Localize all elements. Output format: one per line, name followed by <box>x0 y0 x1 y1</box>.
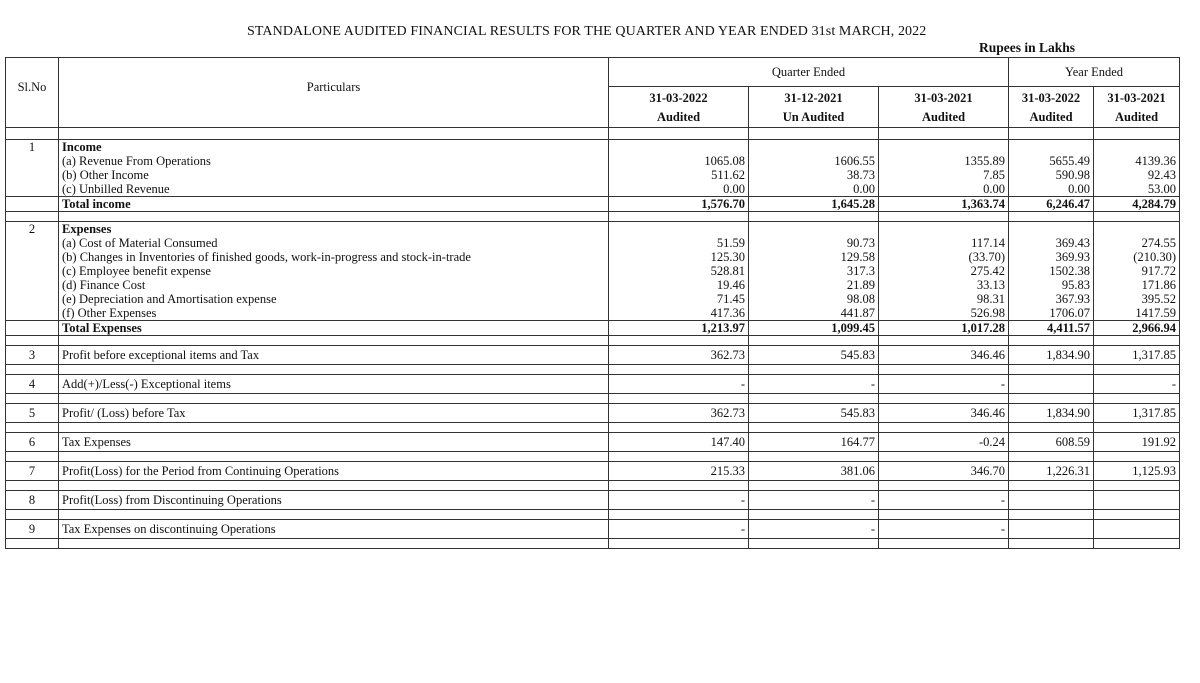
value-cell: 0.00 <box>879 182 1009 197</box>
spacer-row <box>6 365 1180 375</box>
value-cell <box>879 128 1009 140</box>
value-cell: 608.59 <box>1009 433 1094 452</box>
value-cell <box>879 212 1009 222</box>
particulars-header: Particulars <box>59 58 609 128</box>
value-cell: 441.87 <box>749 306 879 321</box>
value-cell <box>749 222 879 237</box>
table-row <box>6 433 1180 452</box>
value-cell: 21.89 <box>749 278 879 292</box>
table-row <box>6 278 1180 292</box>
value-cell: 1,226.31 <box>1009 462 1094 481</box>
slno-header: Sl.No <box>6 58 59 128</box>
sl-number <box>6 394 59 404</box>
value-cell: 6,246.47 <box>1009 197 1094 212</box>
sl-number: 3 <box>6 346 59 365</box>
value-cell: - <box>879 375 1009 394</box>
sl-number <box>6 264 59 278</box>
value-cell <box>879 539 1009 549</box>
table-row <box>6 154 1180 168</box>
unit-label: Rupees in Lakhs <box>979 40 1076 55</box>
row-label: (b) Other Income <box>59 168 609 182</box>
spacer-row <box>6 423 1180 433</box>
row-label: Total income <box>59 197 609 212</box>
value-cell <box>1009 212 1094 222</box>
sl-number: 4 <box>6 375 59 394</box>
value-cell: 1,125.93 <box>1094 462 1180 481</box>
value-cell <box>609 336 749 346</box>
sl-number <box>6 481 59 491</box>
total-row <box>6 197 1180 212</box>
value-cell: 2,966.94 <box>1094 321 1180 336</box>
row-label <box>59 212 609 222</box>
value-cell <box>609 222 749 237</box>
value-cell: 53.00 <box>1094 182 1180 197</box>
table-row <box>6 346 1180 365</box>
document-title: STANDALONE AUDITED FINANCIAL RESULTS FOR THE QUARTER AND YEAR ENDED 31st MARCH, 2022 <box>247 24 927 39</box>
value-cell: - <box>749 491 879 510</box>
sl-number <box>6 365 59 375</box>
value-cell <box>879 481 1009 491</box>
value-cell <box>749 481 879 491</box>
value-cell <box>749 336 879 346</box>
value-cell <box>1009 510 1094 520</box>
value-cell: 5655.49 <box>1009 154 1094 168</box>
row-label: Profit before exceptional items and Tax <box>59 346 609 365</box>
value-cell <box>1009 140 1094 155</box>
value-cell: 1,363.74 <box>879 197 1009 212</box>
row-label: Profit/ (Loss) before Tax <box>59 404 609 423</box>
value-cell <box>609 365 749 375</box>
value-cell <box>1009 394 1094 404</box>
sl-number: 6 <box>6 433 59 452</box>
value-cell <box>1094 520 1180 539</box>
value-cell <box>609 128 749 140</box>
date-header: 31-03-2022 <box>609 87 749 108</box>
sl-number: 1 <box>6 140 59 155</box>
sl-number <box>6 292 59 306</box>
value-cell: 274.55 <box>1094 236 1180 250</box>
value-cell <box>1094 128 1180 140</box>
value-cell <box>1009 375 1094 394</box>
date-header: 31-03-2021 <box>879 87 1009 108</box>
sl-number: 8 <box>6 491 59 510</box>
value-cell: 51.59 <box>609 236 749 250</box>
value-cell: 545.83 <box>749 346 879 365</box>
value-cell: (33.70) <box>879 250 1009 264</box>
value-cell <box>1094 510 1180 520</box>
financial-results-table <box>5 57 1180 549</box>
value-cell: 1,317.85 <box>1094 346 1180 365</box>
row-label: (d) Finance Cost <box>59 278 609 292</box>
sl-number <box>6 510 59 520</box>
sl-number: 7 <box>6 462 59 481</box>
sl-number <box>6 212 59 222</box>
row-label <box>59 481 609 491</box>
row-label: Profit(Loss) from Discontinuing Operations <box>59 491 609 510</box>
status-header: Un Audited <box>749 107 879 128</box>
value-cell: 1606.55 <box>749 154 879 168</box>
sl-number <box>6 278 59 292</box>
row-label: Income <box>59 140 609 155</box>
row-label: (f) Other Expenses <box>59 306 609 321</box>
value-cell: - <box>749 375 879 394</box>
value-cell <box>879 510 1009 520</box>
row-label <box>59 423 609 433</box>
year-ended-header: Year Ended <box>1009 58 1180 87</box>
value-cell: 33.13 <box>879 278 1009 292</box>
sl-number <box>6 182 59 197</box>
row-label: Tax Expenses <box>59 433 609 452</box>
row-label: (e) Depreciation and Amortisation expense <box>59 292 609 306</box>
table-row <box>6 520 1180 539</box>
value-cell <box>879 140 1009 155</box>
value-cell <box>1009 222 1094 237</box>
value-cell <box>749 365 879 375</box>
value-cell: 1502.38 <box>1009 264 1094 278</box>
value-cell: 95.83 <box>1009 278 1094 292</box>
value-cell <box>749 510 879 520</box>
status-header: Audited <box>879 107 1009 128</box>
value-cell: 317.3 <box>749 264 879 278</box>
value-cell: - <box>749 520 879 539</box>
table-row <box>6 250 1180 264</box>
value-cell <box>879 452 1009 462</box>
sl-number <box>6 336 59 346</box>
value-cell: 7.85 <box>879 168 1009 182</box>
value-cell: 4139.36 <box>1094 154 1180 168</box>
sl-number <box>6 128 59 140</box>
sl-number <box>6 236 59 250</box>
value-cell: 1706.07 <box>1009 306 1094 321</box>
value-cell: 0.00 <box>749 182 879 197</box>
sl-number <box>6 539 59 549</box>
sl-number <box>6 250 59 264</box>
status-header: Audited <box>1009 107 1094 128</box>
value-cell <box>609 452 749 462</box>
value-cell <box>1094 539 1180 549</box>
value-cell: 362.73 <box>609 404 749 423</box>
value-cell: 917.72 <box>1094 264 1180 278</box>
value-cell <box>1094 212 1180 222</box>
value-cell <box>609 481 749 491</box>
value-cell: 90.73 <box>749 236 879 250</box>
value-cell: 1417.59 <box>1094 306 1180 321</box>
table-row <box>6 168 1180 182</box>
value-cell <box>1009 128 1094 140</box>
value-cell: 215.33 <box>609 462 749 481</box>
value-cell <box>1094 423 1180 433</box>
sl-number: 2 <box>6 222 59 237</box>
sl-number <box>6 321 59 336</box>
value-cell: 1,834.90 <box>1009 346 1094 365</box>
value-cell <box>609 394 749 404</box>
table-row <box>6 462 1180 481</box>
value-cell: 92.43 <box>1094 168 1180 182</box>
value-cell: 98.08 <box>749 292 879 306</box>
value-cell: 4,411.57 <box>1009 321 1094 336</box>
section-heading <box>6 222 1180 237</box>
section-heading <box>6 140 1180 155</box>
value-cell <box>749 539 879 549</box>
value-cell: 1,834.90 <box>1009 404 1094 423</box>
sl-number <box>6 306 59 321</box>
value-cell: 1,017.28 <box>879 321 1009 336</box>
row-label <box>59 336 609 346</box>
status-header: Audited <box>1094 107 1180 128</box>
quarter-ended-header: Quarter Ended <box>609 58 1009 87</box>
sl-number <box>6 197 59 212</box>
value-cell <box>879 423 1009 433</box>
row-label: (a) Revenue From Operations <box>59 154 609 168</box>
value-cell <box>749 140 879 155</box>
row-label: Tax Expenses on discontinuing Operations <box>59 520 609 539</box>
value-cell: 367.93 <box>1009 292 1094 306</box>
value-cell: 346.46 <box>879 404 1009 423</box>
value-cell <box>1094 140 1180 155</box>
value-cell: 129.58 <box>749 250 879 264</box>
date-header: 31-12-2021 <box>749 87 879 108</box>
table-row <box>6 375 1180 394</box>
value-cell: 38.73 <box>749 168 879 182</box>
spacer-row <box>6 128 1180 140</box>
row-label: (b) Changes in Inventories of finished goods, work-in-progress and stock-in-trade <box>59 250 609 264</box>
value-cell: 511.62 <box>609 168 749 182</box>
table-row <box>6 264 1180 278</box>
row-label <box>59 128 609 140</box>
row-label: Expenses <box>59 222 609 237</box>
sl-number <box>6 154 59 168</box>
value-cell: 545.83 <box>749 404 879 423</box>
row-label <box>59 510 609 520</box>
value-cell: 526.98 <box>879 306 1009 321</box>
value-cell: 1355.89 <box>879 154 1009 168</box>
row-label: (a) Cost of Material Consumed <box>59 236 609 250</box>
value-cell: - <box>879 520 1009 539</box>
value-cell <box>1009 365 1094 375</box>
row-label: (c) Unbilled Revenue <box>59 182 609 197</box>
value-cell: 395.52 <box>1094 292 1180 306</box>
value-cell <box>1094 394 1180 404</box>
value-cell <box>1009 336 1094 346</box>
value-cell: 381.06 <box>749 462 879 481</box>
table-row <box>6 306 1180 321</box>
value-cell: 164.77 <box>749 433 879 452</box>
row-label: Add(+)/Less(-) Exceptional items <box>59 375 609 394</box>
sl-number: 5 <box>6 404 59 423</box>
value-cell <box>1094 365 1180 375</box>
value-cell: 346.46 <box>879 346 1009 365</box>
value-cell: 1,213.97 <box>609 321 749 336</box>
value-cell <box>609 212 749 222</box>
status-header: Audited <box>609 107 749 128</box>
spacer-row <box>6 539 1180 549</box>
value-cell: - <box>609 491 749 510</box>
value-cell <box>1094 452 1180 462</box>
value-cell: 1065.08 <box>609 154 749 168</box>
value-cell <box>1094 222 1180 237</box>
value-cell: 528.81 <box>609 264 749 278</box>
value-cell: 1,576.70 <box>609 197 749 212</box>
value-cell: 19.46 <box>609 278 749 292</box>
value-cell: 1,099.45 <box>749 321 879 336</box>
value-cell <box>1094 481 1180 491</box>
spacer-row <box>6 336 1180 346</box>
value-cell <box>1009 539 1094 549</box>
value-cell: 71.45 <box>609 292 749 306</box>
value-cell: - <box>609 520 749 539</box>
value-cell: 171.86 <box>1094 278 1180 292</box>
value-cell <box>1009 452 1094 462</box>
spacer-row <box>6 394 1180 404</box>
table-row <box>6 292 1180 306</box>
sl-number: 9 <box>6 520 59 539</box>
value-cell <box>609 510 749 520</box>
table-row <box>6 491 1180 510</box>
value-cell: 147.40 <box>609 433 749 452</box>
table-body <box>6 58 1180 549</box>
row-label: Profit(Loss) for the Period from Continuing Operations <box>59 462 609 481</box>
value-cell: - <box>1094 375 1180 394</box>
date-header: 31-03-2022 <box>1009 87 1094 108</box>
sl-number <box>6 423 59 433</box>
value-cell: 362.73 <box>609 346 749 365</box>
row-label: (c) Employee benefit expense <box>59 264 609 278</box>
value-cell <box>749 212 879 222</box>
value-cell: 191.92 <box>1094 433 1180 452</box>
sl-number <box>6 168 59 182</box>
value-cell <box>1009 481 1094 491</box>
value-cell: 0.00 <box>1009 182 1094 197</box>
value-cell: 417.36 <box>609 306 749 321</box>
total-row <box>6 321 1180 336</box>
value-cell <box>1009 491 1094 510</box>
value-cell <box>609 539 749 549</box>
value-cell: (210.30) <box>1094 250 1180 264</box>
value-cell <box>1094 491 1180 510</box>
value-cell: 117.14 <box>879 236 1009 250</box>
value-cell: 369.93 <box>1009 250 1094 264</box>
value-cell <box>749 394 879 404</box>
value-cell <box>1009 520 1094 539</box>
value-cell <box>749 423 879 433</box>
value-cell: 0.00 <box>609 182 749 197</box>
value-cell <box>749 452 879 462</box>
value-cell: - <box>879 491 1009 510</box>
spacer-row <box>6 481 1180 491</box>
spacer-row <box>6 510 1180 520</box>
table-row <box>6 404 1180 423</box>
value-cell <box>609 423 749 433</box>
value-cell <box>879 222 1009 237</box>
sl-number <box>6 452 59 462</box>
value-cell <box>609 140 749 155</box>
table-row <box>6 236 1180 250</box>
value-cell: 590.98 <box>1009 168 1094 182</box>
value-cell: 1,317.85 <box>1094 404 1180 423</box>
value-cell: 125.30 <box>609 250 749 264</box>
row-label <box>59 452 609 462</box>
value-cell: 346.70 <box>879 462 1009 481</box>
value-cell: -0.24 <box>879 433 1009 452</box>
value-cell <box>879 365 1009 375</box>
value-cell <box>879 394 1009 404</box>
spacer-row <box>6 212 1180 222</box>
value-cell: 98.31 <box>879 292 1009 306</box>
value-cell <box>879 336 1009 346</box>
value-cell: 4,284.79 <box>1094 197 1180 212</box>
value-cell: 275.42 <box>879 264 1009 278</box>
value-cell: 369.43 <box>1009 236 1094 250</box>
row-label: Total Expenses <box>59 321 609 336</box>
row-label <box>59 394 609 404</box>
row-label <box>59 365 609 375</box>
value-cell: - <box>609 375 749 394</box>
table-row <box>6 182 1180 197</box>
date-header: 31-03-2021 <box>1094 87 1180 108</box>
value-cell <box>749 128 879 140</box>
value-cell <box>1009 423 1094 433</box>
spacer-row <box>6 452 1180 462</box>
row-label <box>59 539 609 549</box>
value-cell <box>1094 336 1180 346</box>
value-cell: 1,645.28 <box>749 197 879 212</box>
